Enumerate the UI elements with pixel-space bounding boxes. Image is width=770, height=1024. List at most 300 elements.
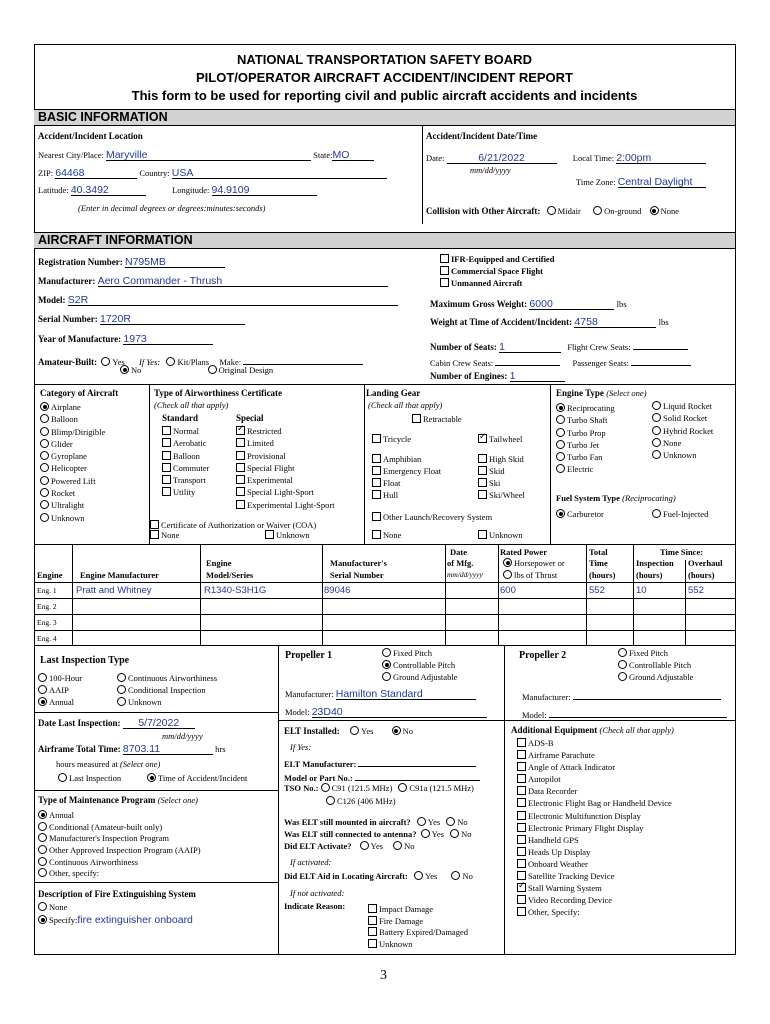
country-field[interactable] <box>172 167 387 179</box>
latitude-field[interactable] <box>71 184 146 196</box>
model-field[interactable] <box>68 294 398 306</box>
amateur-row-2 <box>120 365 273 375</box>
radio-icon <box>38 673 47 682</box>
standard-utility-checkbox[interactable] <box>162 487 209 499</box>
checkbox-icon <box>368 939 377 948</box>
elt-yes-label: Yes <box>370 841 384 851</box>
lbs-unit: lbs <box>658 317 669 327</box>
gear-unknown-checkbox[interactable] <box>478 530 523 540</box>
equipment-label: Heads Up Display <box>528 846 591 857</box>
equipment-heads-up-display-checkbox[interactable] <box>517 847 672 859</box>
elt-reason-label: Unknown <box>379 938 413 949</box>
checkbox-icon <box>372 490 381 499</box>
radio-icon <box>593 206 602 215</box>
carburetor-radio[interactable] <box>556 509 604 519</box>
radio-icon <box>421 829 430 838</box>
radio-icon <box>38 857 47 866</box>
engine-1-serial-cell[interactable]: 89046 <box>324 585 351 596</box>
th-inspection-1: Inspection <box>636 558 674 568</box>
category-glider-radio[interactable] <box>40 439 105 451</box>
radio-icon <box>446 817 455 826</box>
checkbox-icon <box>368 916 377 925</box>
radio-icon <box>326 796 335 805</box>
serial-field[interactable] <box>100 313 245 325</box>
insp-aaip-label: AAIP <box>49 685 69 695</box>
collision-option: None <box>660 206 680 216</box>
category-list <box>40 402 105 525</box>
engine-1-total-cell[interactable]: 552 <box>589 585 605 596</box>
equipment-ads-b-checkbox[interactable] <box>517 738 672 750</box>
elt-activate-label: Did ELT Activate? <box>284 841 352 851</box>
standard-balloon-checkbox[interactable] <box>162 451 209 463</box>
zip-value: 64468 <box>55 167 85 179</box>
measured-at-row <box>56 759 160 769</box>
standard-normal-checkbox[interactable] <box>162 426 209 438</box>
equipment-electronic-primary-flight-display-checkbox[interactable] <box>517 823 672 835</box>
airframe-time-value: 8703.11 <box>122 743 161 755</box>
radio-icon <box>38 902 47 911</box>
state-field[interactable] <box>332 149 374 161</box>
elt-connected-no-radio[interactable] <box>450 829 471 839</box>
fuel-injected-radio[interactable] <box>652 509 708 519</box>
radio-icon <box>40 463 49 472</box>
passenger-seats-label: Passenger Seats: <box>572 358 629 368</box>
engine-type-hybrid-rocket-radio[interactable] <box>652 426 713 438</box>
checkbox-icon <box>368 927 377 936</box>
radio-selected-icon <box>147 773 156 782</box>
maintenance-other-approved-inspection-program-aaip-radio[interactable] <box>38 845 201 857</box>
radio-selected-icon <box>38 915 47 924</box>
radio-selected-icon <box>40 402 49 411</box>
radio-icon <box>652 426 661 435</box>
engine-type-reciprocating-radio[interactable] <box>556 403 615 415</box>
th-date-2: of Mfg. <box>447 558 474 568</box>
airworthiness-unknown-checkbox[interactable] <box>265 530 310 540</box>
prop1-controllable-radio[interactable] <box>382 660 455 670</box>
collision-midair-radio[interactable] <box>547 206 581 216</box>
radio-icon <box>556 464 565 473</box>
fire-heading: Description of Fire Extinguishing System <box>38 889 196 899</box>
registration-label: Registration Number: <box>38 257 123 267</box>
insp-unknown-label: Unknown <box>128 697 162 707</box>
special-label: Provisional <box>247 450 286 461</box>
measured-last-inspection-label: Last Inspection <box>69 773 122 783</box>
elt-installed-label: ELT Installed: <box>284 726 340 736</box>
equipment-onboard-weather-checkbox[interactable] <box>517 859 672 871</box>
elt-activate-yes-radio[interactable] <box>360 841 383 851</box>
equipment-other-specify-checkbox[interactable] <box>517 907 672 919</box>
engine-type-none-radio[interactable] <box>652 438 713 450</box>
category-rocket-radio[interactable] <box>40 488 105 500</box>
engine-1-insp-cell[interactable]: 10 <box>636 585 647 596</box>
elt-no-label: No <box>461 829 472 839</box>
equipment-autopilot-checkbox[interactable] <box>517 774 672 786</box>
elt-mounted-no-radio[interactable] <box>446 817 467 827</box>
divider <box>504 645 505 955</box>
engine-type-turbo-prop-radio[interactable] <box>556 428 615 440</box>
measured-at-note: (Select one) <box>119 759 161 769</box>
divider <box>422 126 423 224</box>
elt-reason-label: Battery Expired/Damaged <box>379 927 468 937</box>
equipment-data-recorder-checkbox[interactable] <box>517 786 672 798</box>
insp-annual-label: Annual <box>49 697 75 707</box>
insp-100-radio[interactable] <box>38 673 82 683</box>
collision-none-radio[interactable] <box>650 206 679 216</box>
engine-type-label: Hybrid Rocket <box>663 425 714 436</box>
amateur-no-radio[interactable] <box>120 365 141 375</box>
special-special-light-sport-checkbox[interactable] <box>236 487 335 499</box>
divider <box>72 544 73 645</box>
measured-time-of-accident-label: Time of Accident/Incident <box>158 773 248 783</box>
model-label: Model: <box>38 295 66 305</box>
landing-gear-heading: Landing Gear <box>366 388 421 398</box>
special-experimental-light-sport-checkbox[interactable] <box>236 500 335 512</box>
checkbox-icon <box>150 530 159 539</box>
airworthiness-none-checkbox[interactable] <box>150 530 179 540</box>
divider <box>200 544 201 645</box>
amphibian-checkbox[interactable] <box>372 454 421 464</box>
longitude-label: Longitude: <box>172 185 210 195</box>
insp-annual-radio[interactable] <box>38 697 74 707</box>
engine-type-label: Turbo Shaft <box>567 415 608 426</box>
retractable-checkbox[interactable] <box>412 414 462 424</box>
unmanned-checkbox[interactable] <box>440 278 522 288</box>
emergency-float-label: Emergency Float <box>383 466 442 476</box>
cabin-seats-row <box>430 354 691 368</box>
tso-c91a-radio[interactable] <box>398 783 473 793</box>
weight-time-value: 4758 <box>574 316 598 328</box>
divider <box>34 614 736 615</box>
divider <box>34 598 736 599</box>
engine-type-turbo-fan-radio[interactable] <box>556 452 615 464</box>
ifr-checkbox[interactable] <box>440 254 554 264</box>
category-label: Ultralight <box>51 500 85 511</box>
flight-crew-seats-field[interactable] <box>633 338 688 350</box>
elt-installed-yes-radio[interactable] <box>350 726 373 736</box>
airworthiness-unknown-label: Unknown <box>276 530 310 540</box>
coa-checkbox[interactable] <box>150 520 316 530</box>
radio-icon <box>417 817 426 826</box>
horsepower-radio[interactable] <box>503 558 565 568</box>
checkbox-icon <box>162 487 171 496</box>
standard-aerobatic-checkbox[interactable] <box>162 438 209 450</box>
tso-c91-radio[interactable] <box>321 783 393 793</box>
category-helicopter-radio[interactable] <box>40 463 105 475</box>
special-label: Special Light-Sport <box>247 487 314 498</box>
ski-wheel-checkbox[interactable] <box>478 490 525 500</box>
collision-onground-radio[interactable] <box>593 206 641 216</box>
radio-selected-icon <box>38 810 47 819</box>
elt-connected-yes-radio[interactable] <box>421 829 444 839</box>
checkbox-icon <box>372 434 381 443</box>
prop1-model-row <box>285 706 487 718</box>
zip-field[interactable] <box>55 167 137 179</box>
prop1-ground-radio[interactable] <box>382 672 457 682</box>
standard-commuter-checkbox[interactable] <box>162 463 209 475</box>
fire-none-radio[interactable] <box>38 902 67 912</box>
insp-aaip-radio[interactable] <box>38 685 69 695</box>
checkbox-icon <box>372 466 381 475</box>
hrs-unit: hrs <box>215 744 226 754</box>
elt-yes-label: Yes <box>427 817 441 827</box>
category-balloon-radio[interactable] <box>40 414 105 426</box>
engine-type-electric-radio[interactable] <box>556 464 615 476</box>
tailwheel-label: Tailwheel <box>489 434 523 444</box>
tricycle-checkbox[interactable] <box>372 434 411 444</box>
longitude-field[interactable] <box>212 184 317 196</box>
th-date-1: Date <box>450 547 467 557</box>
category-unknown-radio[interactable] <box>40 513 105 525</box>
commercial-space-checkbox[interactable] <box>440 266 543 276</box>
airframe-time-field[interactable] <box>123 743 213 755</box>
equipment-electronic-flight-bag-or-handheld-device-checkbox[interactable] <box>517 798 672 810</box>
checkbox-icon <box>162 426 171 435</box>
th-rated-power: Rated Power <box>500 547 547 557</box>
engine-type-turbo-jet-radio[interactable] <box>556 440 615 452</box>
divider <box>34 882 278 883</box>
equipment-handheld-gps-checkbox[interactable] <box>517 835 672 847</box>
special-limited-checkbox[interactable] <box>236 438 335 450</box>
prop1-model-field[interactable] <box>312 706 487 718</box>
prop2-model-field[interactable] <box>549 706 727 718</box>
weight-time-field[interactable] <box>574 316 656 328</box>
model-row <box>38 294 398 306</box>
weight-time-row <box>430 316 669 328</box>
measured-last-inspection-radio[interactable] <box>58 773 121 783</box>
divider <box>278 645 279 955</box>
thrust-radio[interactable] <box>503 570 557 580</box>
amateur-label: Amateur-Built: <box>38 357 98 367</box>
carburetor-label: Carburetor <box>567 509 604 519</box>
skid-checkbox[interactable] <box>478 466 505 476</box>
coa-label: Certificate of Authorization or Waiver (COA) <box>161 520 317 530</box>
elt-reason-unknown-checkbox[interactable] <box>368 939 468 951</box>
elt-no-label: No <box>462 871 473 881</box>
high-skid-checkbox[interactable] <box>478 454 524 464</box>
max-weight-row <box>430 298 627 310</box>
elt-installed-no-radio[interactable] <box>392 726 413 736</box>
maintenance-other-specify-radio[interactable] <box>38 868 201 880</box>
checkbox-icon <box>372 530 381 539</box>
prop1-option-label: Fixed Pitch <box>393 648 432 658</box>
time-zone-row <box>576 176 706 188</box>
max-weight-field[interactable] <box>529 298 614 310</box>
prop1-option-label: Controllable Pitch <box>393 660 456 670</box>
standard-label: Commuter <box>173 462 210 473</box>
cabin-crew-seats-field[interactable] <box>495 354 560 366</box>
radio-icon <box>503 570 512 579</box>
last-inspection-date-field[interactable] <box>123 717 195 729</box>
radio-icon <box>117 697 126 706</box>
maintenance-label: Other, specify: <box>49 868 100 879</box>
amphibian-label: Amphibian <box>383 454 422 464</box>
elt-reason-battery-expired-damaged-checkbox[interactable] <box>368 927 468 939</box>
engine-type-turbo-shaft-radio[interactable] <box>556 415 615 427</box>
original-design-radio[interactable] <box>208 365 274 375</box>
measured-time-of-accident-radio[interactable] <box>147 773 247 783</box>
elt-no-label: No <box>402 726 414 736</box>
tso-c126-radio[interactable] <box>326 796 396 806</box>
checkbox-icon <box>478 490 487 499</box>
standard-label: Normal <box>173 426 199 436</box>
equipment-stall-warning-system-checkbox[interactable] <box>517 883 672 895</box>
date-field[interactable] <box>447 152 557 164</box>
radio-icon <box>450 829 459 838</box>
tailwheel-checkbox[interactable] <box>478 434 522 444</box>
engine-1-model-cell[interactable]: R1340-S3H1G <box>204 585 267 596</box>
radio-icon <box>451 871 460 880</box>
equipment-label: Stall Warning System <box>528 883 602 894</box>
insp-conditional-radio[interactable] <box>117 685 206 695</box>
checkbox-icon <box>517 762 526 771</box>
retractable-label: Retractable <box>423 414 462 424</box>
other-launch-checkbox[interactable] <box>372 512 492 522</box>
airframe-time-label: Airframe Total Time: <box>38 744 121 754</box>
elt-reason-list <box>368 904 468 950</box>
float-checkbox[interactable] <box>372 478 400 488</box>
checkbox-icon <box>517 835 526 844</box>
engine-type-solid-rocket-radio[interactable] <box>652 413 713 425</box>
state-value: MO <box>332 149 350 161</box>
radio-icon <box>618 648 627 657</box>
radio-icon <box>40 488 49 497</box>
checkbox-icon <box>478 530 487 539</box>
checkbox-icon <box>517 895 526 904</box>
category-label: Glider <box>51 438 73 449</box>
elt-model-row <box>284 769 480 783</box>
engine-1-ovh-cell[interactable]: 552 <box>688 585 704 596</box>
special-provisional-checkbox[interactable] <box>236 451 335 463</box>
insp-unknown-radio[interactable] <box>117 697 162 707</box>
divider <box>34 712 278 713</box>
prop2-ground-radio[interactable] <box>618 672 693 682</box>
max-weight-value: 6000 <box>529 298 553 310</box>
elt-reason-fire-damage-checkbox[interactable] <box>368 916 468 928</box>
special-experimental-checkbox[interactable] <box>236 475 335 487</box>
elt-aid-label: Did ELT Aid in Locating Aircraft: <box>284 871 408 881</box>
prop1-mfr-field[interactable] <box>336 688 476 700</box>
standard-label: Aerobatic <box>173 438 207 449</box>
prop2-mfr-field[interactable] <box>573 688 721 700</box>
checkbox-icon <box>517 907 526 916</box>
time-zone-field[interactable] <box>618 176 706 188</box>
gear-none-checkbox[interactable] <box>372 530 401 540</box>
checkbox-icon <box>440 254 449 263</box>
checkbox-icon <box>162 451 171 460</box>
manufacturer-field[interactable] <box>98 275 388 287</box>
th-serial-2: Serial Number <box>330 570 384 580</box>
local-time-field[interactable] <box>616 152 706 164</box>
local-time-label: Local Time: <box>572 153 615 163</box>
elt-tso-label: TSO No.: <box>284 783 319 793</box>
elt-aid-no-radio[interactable] <box>451 871 472 881</box>
special-restricted-checkbox[interactable] <box>236 426 335 438</box>
elt-activate-no-radio[interactable] <box>393 841 414 851</box>
checkbox-icon <box>236 438 245 447</box>
radio-icon <box>208 365 217 374</box>
equipment-header <box>511 725 674 735</box>
checkbox-icon <box>517 750 526 759</box>
ski-wheel-label: Ski/Wheel <box>489 490 525 500</box>
elt-mounted-yes-radio[interactable] <box>417 817 440 827</box>
elt-reason-impact-damage-checkbox[interactable] <box>368 904 468 916</box>
equipment-angle-of-attack-indicator-checkbox[interactable] <box>517 762 672 774</box>
divider <box>34 630 736 631</box>
lbs-unit: lbs <box>616 299 627 309</box>
equipment-electronic-multifunction-display-checkbox[interactable] <box>517 811 672 823</box>
insp-continuous-radio[interactable] <box>117 673 217 683</box>
radio-icon <box>398 783 407 792</box>
category-label: Airplane <box>51 402 81 412</box>
engine-type-unknown-radio[interactable] <box>652 450 713 462</box>
ski-checkbox[interactable] <box>478 478 500 488</box>
checkbox-icon <box>372 478 381 487</box>
collision-row <box>426 206 679 216</box>
engine-type-label: Turbo Jet <box>567 439 600 450</box>
engine-1-power-cell[interactable]: 600 <box>500 585 516 596</box>
standard-transport-checkbox[interactable] <box>162 475 209 487</box>
float-label: Float <box>383 478 401 488</box>
insp-continuous-label: Continuous Airworthiness <box>128 673 218 683</box>
equipment-video-recording-device-checkbox[interactable] <box>517 895 672 907</box>
elt-mfr-field[interactable] <box>358 755 476 767</box>
category-blimp-dirigible-radio[interactable] <box>40 427 105 439</box>
special-list <box>236 426 335 512</box>
category-airplane-radio[interactable] <box>40 402 105 414</box>
equipment-satellite-tracking-device-checkbox[interactable] <box>517 871 672 883</box>
prop2-fixed-radio[interactable] <box>618 648 668 658</box>
prop1-fixed-radio[interactable] <box>382 648 432 658</box>
category-ultralight-radio[interactable] <box>40 500 105 512</box>
special-label: Restricted <box>247 426 282 436</box>
make-label: Make: <box>219 357 242 367</box>
engine-1-mfr-cell[interactable]: Pratt and Whitney <box>76 585 152 596</box>
category-powered-lift-radio[interactable] <box>40 476 105 488</box>
category-gyroplane-radio[interactable] <box>40 451 105 463</box>
maintenance-continuous-airworthiness-radio[interactable] <box>38 857 201 869</box>
other-launch-label: Other Launch/Recovery System <box>383 512 493 522</box>
engine-type-liquid-rocket-radio[interactable] <box>652 401 713 413</box>
radio-icon <box>618 672 627 681</box>
maintenance-manufacturer-s-inspection-program-radio[interactable] <box>38 833 201 845</box>
engines-row <box>430 370 565 382</box>
equipment-airframe-parachute-checkbox[interactable] <box>517 750 672 762</box>
seats-field[interactable] <box>499 341 561 353</box>
elt-model-field[interactable] <box>355 769 480 781</box>
th-horsepower: Horsepower <box>514 558 556 568</box>
th-model-2: Model/Series <box>206 570 254 580</box>
fire-specify-radio[interactable] <box>38 914 193 926</box>
prop2-controllable-radio[interactable] <box>618 660 691 670</box>
engines-field[interactable] <box>510 370 565 382</box>
elt-aid-yes-radio[interactable] <box>414 871 437 881</box>
category-label: Balloon <box>51 414 78 425</box>
special-special-flight-checkbox[interactable] <box>236 463 335 475</box>
divider <box>550 384 551 544</box>
city-field[interactable] <box>106 149 311 161</box>
checkbox-icon <box>372 512 381 521</box>
make-field[interactable] <box>243 353 363 365</box>
category-heading: Category of Aircraft <box>40 388 119 398</box>
year-field[interactable] <box>123 333 213 345</box>
maintenance-annual-radio[interactable] <box>38 810 201 822</box>
emergency-float-checkbox[interactable] <box>372 466 441 476</box>
maintenance-conditional-amateur-built-only-radio[interactable] <box>38 822 201 834</box>
registration-field[interactable] <box>125 256 225 268</box>
hull-checkbox[interactable] <box>372 490 398 500</box>
elt-aid-row <box>284 871 473 881</box>
passenger-seats-field[interactable] <box>631 354 691 366</box>
